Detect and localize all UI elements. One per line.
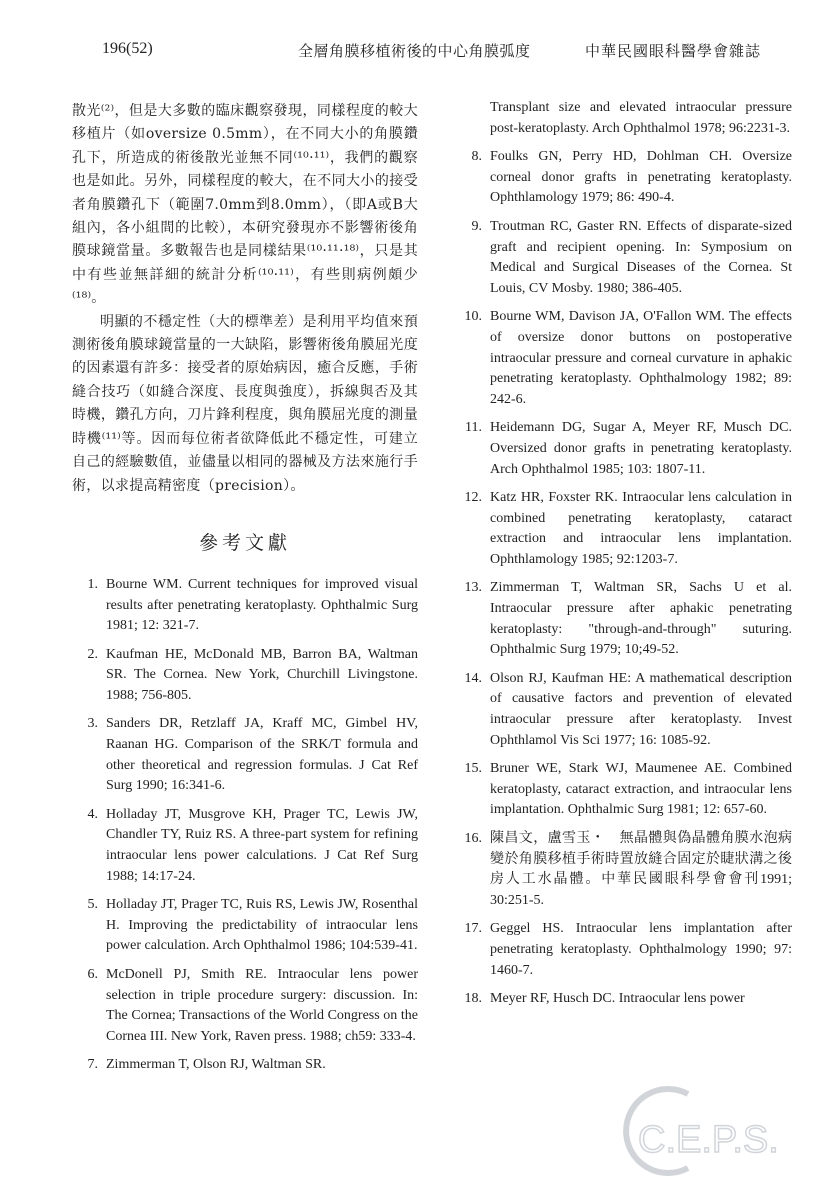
reference-number: 11.	[465, 420, 482, 436]
reference-text: Troutman RC, Gaster RN. Effects of disparate-sized graft and recipient opening. In: Symposium on Medical and Surgical Diseases of the Cornea. St Louis, CV Mosby. 1980; 386-405.	[490, 218, 792, 296]
reference-item	[456, 147, 792, 209]
reference-item	[72, 895, 418, 957]
reference-text: Zimmerman T, Olson RJ, Waltman SR.	[106, 1057, 326, 1073]
reference-continuation	[456, 98, 792, 139]
reference-text: Foulks GN, Perry HD, Dohlman CH. Oversize corneal donor grafts in penetrating keratoplasty. Ophthlamology 1979; 86: 490-4.	[490, 149, 792, 206]
reference-text: Geggel HS. Intraocular lens implantation after penetrating keratoplasty. Ophthalmology 1990; 97: 1460-7.	[490, 921, 792, 978]
reference-text: Sanders DR, Retzlaff JA, Kraff MC, Gimbel HV, Raanan HG. Comparison of the SRK/T formula and other theoretical and regression formulas. J Cat Ref Surg 1990; 16:341-6.	[106, 716, 418, 794]
reference-item	[456, 669, 792, 751]
reference-number: 3.	[87, 716, 98, 732]
reference-item	[72, 1055, 418, 1076]
references-list-right	[456, 98, 792, 1010]
reference-item	[72, 714, 418, 796]
reference-number: 13.	[464, 580, 482, 596]
running-title: 全層角膜移植術後的中心角膜弧度	[298, 42, 531, 60]
reference-item	[456, 759, 792, 821]
right-column	[456, 98, 792, 1018]
ceps-watermark-logo	[618, 1086, 798, 1176]
reference-text: Kaufman HE, McDonald MB, Barron BA, Waltman SR. The Cornea. New York, Churchill Livingstone. 1988; 756-805.	[106, 646, 418, 703]
reference-number: 7.	[87, 1057, 98, 1073]
reference-text: Heidemann DG, Sugar A, Meyer RF, Musch DC. Oversized donor grafts in penetrating keratoplasty. Arch Ophthalmol 1985; 103: 1807-11.	[490, 420, 792, 477]
body-paragraph-2: 明顯的不穩定性（大的標準差）是利用平均值來預測術後角膜球鏡當量的一大缺陷，影響術後角膜屈光度的因素還有許多：接受者的原始病因，癒合反應，手術縫合技巧（如縫合深度、長度與強度），拆線與否及其時機，鑽孔方向，刀片鋒利程度，與角膜屈光度的測量時機⁽¹¹⁾等。因而每位術者欲降低此不穩定性，可建立自己的經驗數值，並儘量以相同的器械及方法來施行手術，以求提高精密度（precision）。	[72, 313, 418, 494]
page-header	[0, 34, 813, 64]
reference-item	[456, 989, 792, 1010]
reference-number: 1.	[87, 576, 98, 592]
reference-text: Bourne WM. Current techniques for improved visual results after penetrating keratoplasty. Ophthalmic Surg 1981; 12: 321-7.	[106, 576, 418, 634]
reference-item	[456, 919, 792, 981]
reference-item	[456, 578, 792, 660]
journal-name: 中華民國眼科醫學會雜誌	[585, 42, 762, 60]
reference-item	[72, 965, 418, 1047]
reference-text: Holladay JT, Musgrove KH, Prager TC, Lewis JW, Chandler TY, Ruiz RS. A three-part system for refining intraocular lens power calculations. J Cat Ref Surg 1988; 14:17-24.	[106, 806, 418, 884]
reference-text: Katz HR, Foxster RK. Intraocular lens calculation in combined penetrating keratoplasty, cataract extraction and intraocular lens implantation. Ophthlamology 1985; 92:1203-7.	[490, 490, 792, 567]
reference-number: 8.	[471, 149, 482, 165]
reference-number: 12.	[464, 490, 482, 506]
reference-number: 10.	[464, 309, 482, 325]
reference-number: 16.	[464, 831, 482, 846]
reference-item	[72, 645, 418, 707]
reference-item	[72, 575, 418, 637]
reference-number: 6.	[87, 967, 98, 982]
reference-number: 15.	[464, 761, 482, 777]
reference-text: Meyer RF, Husch DC. Intraocular lens power	[490, 991, 745, 1007]
reference-item	[72, 805, 418, 887]
reference-number: 17.	[464, 921, 482, 937]
reference-number: 9.	[471, 218, 482, 234]
reference-item	[456, 488, 792, 570]
reference-item	[456, 217, 792, 299]
reference-text: Olson RJ, Kaufman HE: A mathematical description of causative factors and prevention of elevated intraocular pressure after keratoplasty. Invest Ophthlamol Vis Sci 1977; 16: 1085-92.	[490, 670, 792, 748]
reference-item	[456, 418, 792, 480]
reference-number: 14.	[464, 670, 482, 686]
reference-text: 陳昌文，盧雪玉・ 無晶體與偽晶體角膜水泡病變於角膜移植手術時置放縫合固定於睫狀溝之後房人工水晶體。中華民國眼科學會會刊1991; 30:251-5.	[490, 831, 792, 908]
references-heading: 參考文獻	[198, 531, 291, 554]
reference-number: 4.	[87, 806, 98, 822]
watermark-text: C.E.P.S.	[638, 1119, 779, 1161]
reference-text: Bourne WM, Davison JA, O'Fallon WM. The effects of oversize donor buttons on postoperative intraocular pressure and corneal curvature in aphakic penetrating keratoplasty. Ophthalmology 1982; 89: 242-6.	[490, 309, 792, 407]
reference-item	[456, 307, 792, 410]
references-list-left	[72, 575, 418, 1076]
reference-text: Zimmerman T, Waltman SR, Sachs U et al. Intraocular pressure after aphakic penetrating keratoplasty: "through-and-through" suturing. Ophthalmic Surg 1979; 10;49-52.	[490, 580, 792, 658]
reference-text: Transplant size and elevated intraocular pressure post-keratoplasty. Arch Ophthalmol 1978; 96:2231-3.	[490, 100, 792, 136]
body-paragraph-1: 散光⁽²⁾，但是大多數的臨床觀察發現，同樣程度的較大移植片（如oversize 0.5mm），在不同大小的角膜鑽孔下，所造成的術後散光並無不同⁽¹⁰·¹¹⁾，我們的觀察也是如此。另外，同樣程度的較大，在不同大小的接受者角膜鑽孔下（範圍7.0mm到8.0mm），（即A或B大組內，各小組間的比較），本研究發現亦不影響術後角膜球鏡當量。多數報告也是同樣結果⁽¹⁰·¹¹·¹⁸⁾，只是其中有些並無詳細的統計分析⁽¹⁰·¹¹⁾，有些則病例頗少⁽¹⁸⁾。	[72, 103, 418, 307]
reference-number: 18.	[464, 991, 482, 1007]
reference-text: Holladay JT, Prager TC, Ruis RS, Lewis JW, Rosenthal H. Improving the predictability of intraocular lens power calculation. Arch Ophthalmol 1986; 104:539-41.	[106, 897, 418, 954]
reference-number: 5.	[87, 897, 98, 913]
reference-text: Bruner WE, Stark WJ, Maumenee AE. Combined keratoplasty, cataract extraction, and intraocular lens implantation. Ophthalmic Surg 1981; 12: 657-60.	[490, 761, 792, 818]
reference-text: McDonell PJ, Smith RE. Intraocular lens power selection in triple procedure surgery: discussion. In: The Cornea; Transactions of the World Congress on the Cornea III. New York, Raven press. 1988; ch59: 333-4.	[106, 967, 418, 1044]
left-column	[72, 100, 418, 1084]
reference-number: 2.	[87, 646, 98, 662]
page-number: 196(52)	[102, 40, 153, 57]
reference-item	[456, 829, 792, 911]
